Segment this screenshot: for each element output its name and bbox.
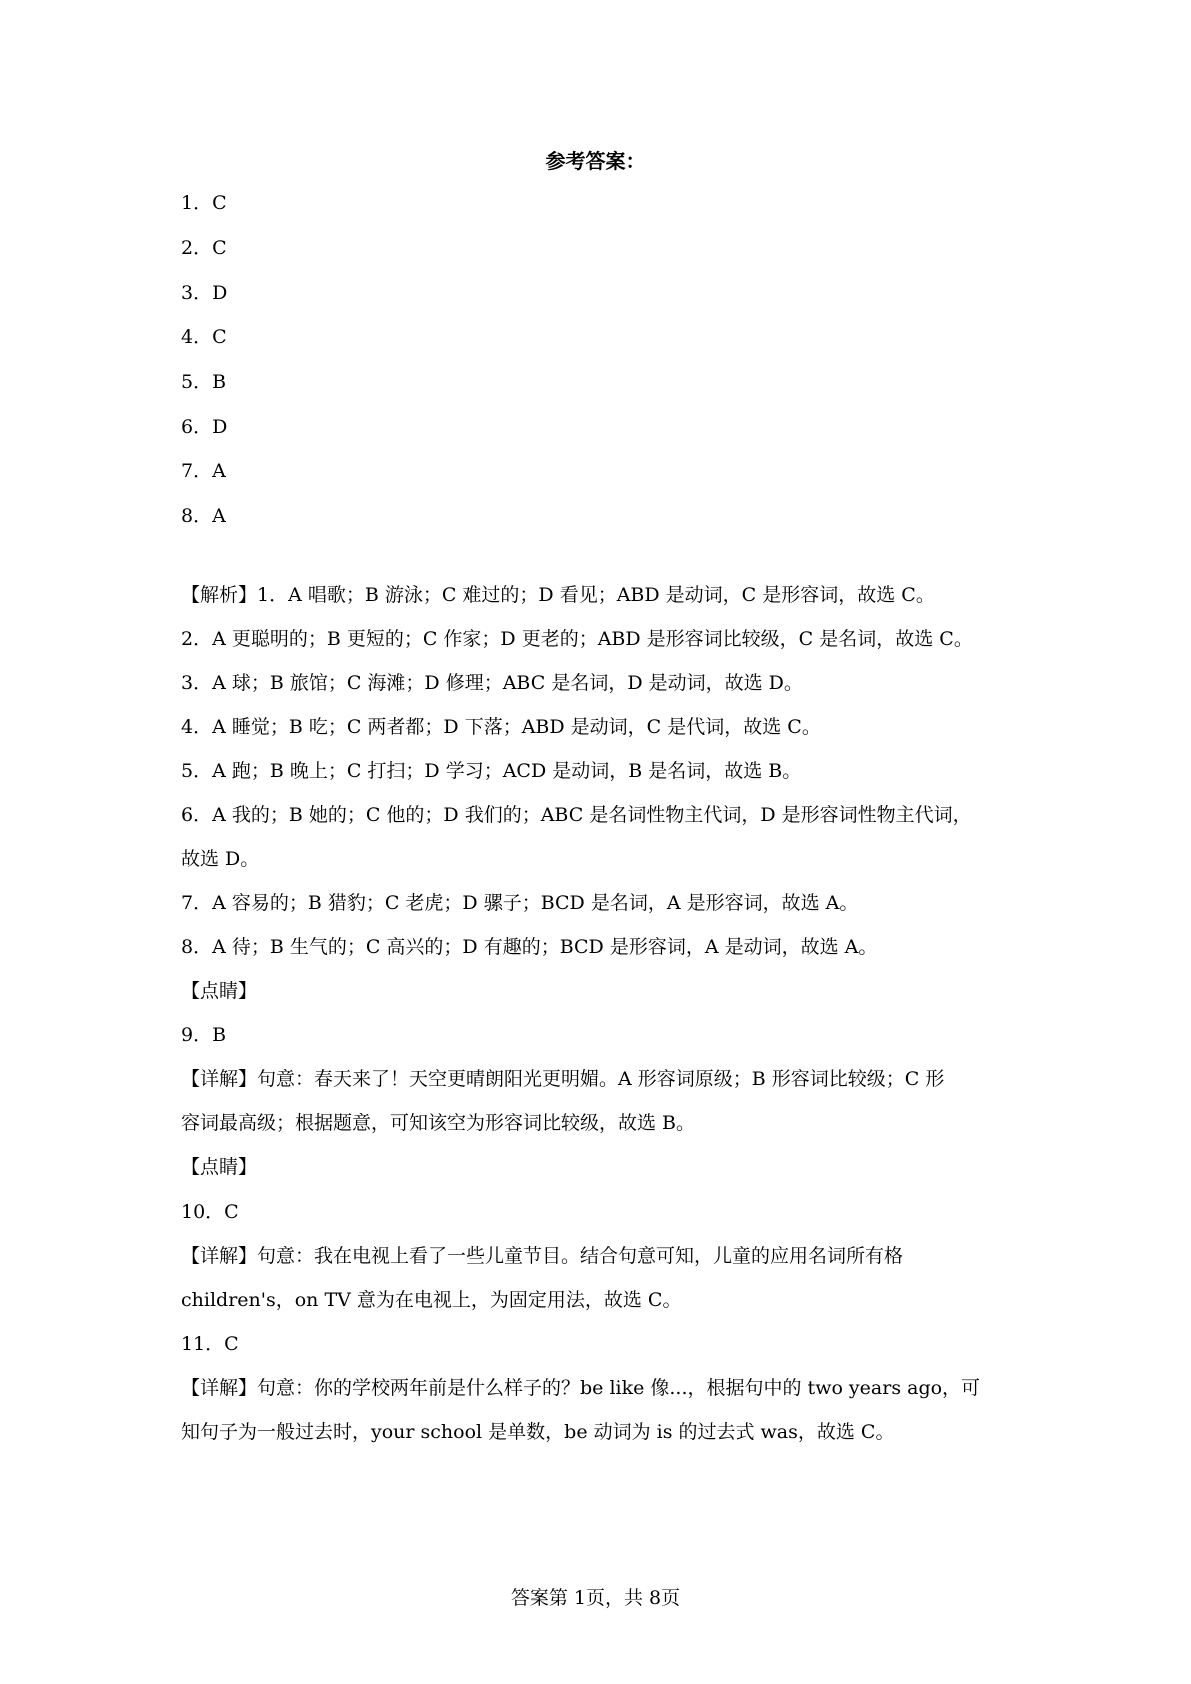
analysis-4: 4．A 睡觉；B 吃；C 两者都；D 下落；ABD 是动词，C 是代词，故选 C。	[181, 716, 821, 738]
answer-6: 6．D	[181, 416, 228, 438]
page-footer: 答案第 1页，共 8页	[510, 1587, 681, 1609]
detail-10-cont: children's，on TV 意为在电视上，为固定用法，故选 C。	[181, 1289, 682, 1311]
answer-10: 10．C	[181, 1201, 239, 1223]
answer-8: 8．A	[181, 505, 226, 527]
answer-7: 7．A	[181, 460, 226, 482]
tip-heading: 【点睛】	[181, 980, 258, 1002]
tip-heading-2: 【点睛】	[181, 1156, 258, 1178]
detail-11: 【详解】句意：你的学校两年前是什么样子的？be like 像...，根据句中的 two years ago，可	[181, 1377, 981, 1399]
detail-9-cont: 容词最高级；根据题意，可知该空为形容词比较级，故选 B。	[181, 1112, 696, 1134]
analysis-6-cont: 故选 D。	[181, 848, 260, 870]
analysis-2: 2．A 更聪明的；B 更短的；C 作家；D 更老的；ABD 是形容词比较级，C 是名词，故选 C。	[181, 628, 973, 650]
analysis-7: 7．A 容易的；B 猎豹；C 老虎；D 骡子；BCD 是名词，A 是形容词，故选 A。	[181, 892, 859, 914]
detail-11-cont: 知句子为一般过去时，your school 是单数，be 动词为 is 的过去式 was，故选 C。	[181, 1421, 895, 1443]
detail-10: 【详解】句意：我在电视上看了一些儿童节目。结合句意可知，儿童的应用名词所有格	[181, 1245, 904, 1267]
analysis-6: 6．A 我的；B 她的；C 他的；D 我们的；ABC 是名词性物主代词，D 是形容词性物主代词，	[181, 804, 972, 826]
analysis-3: 3．A 球；B 旅馆；C 海滩；D 修理；ABC 是名词，D 是动词，故选 D。	[181, 672, 803, 694]
answer-3: 3．D	[181, 282, 228, 304]
analysis-5: 5．A 跑；B 晚上；C 打扫；D 学习；ACD 是动词，B 是名词，故选 B。	[181, 760, 802, 782]
analysis-8: 8．A 待；B 生气的；C 高兴的；D 有趣的；BCD 是形容词，A 是动词，故选 A。	[181, 936, 878, 958]
answer-9: 9．B	[181, 1024, 227, 1046]
answer-2: 2．C	[181, 237, 227, 259]
answer-1: 1．C	[181, 192, 227, 214]
answer-11: 11．C	[181, 1333, 239, 1355]
analysis-1: 【解析】1．A 唱歌；B 游泳；C 难过的；D 看见；ABD 是动词，C 是形容词，故选 C。	[181, 584, 935, 606]
answer-5: 5．B	[181, 371, 227, 393]
detail-9: 【详解】句意：春天来了！天空更晴朗阳光更明媚。A 形容词原级；B 形容词比较级；C 形	[181, 1068, 945, 1090]
page-title: 参考答案：	[545, 149, 646, 173]
answer-4: 4．C	[181, 326, 227, 348]
